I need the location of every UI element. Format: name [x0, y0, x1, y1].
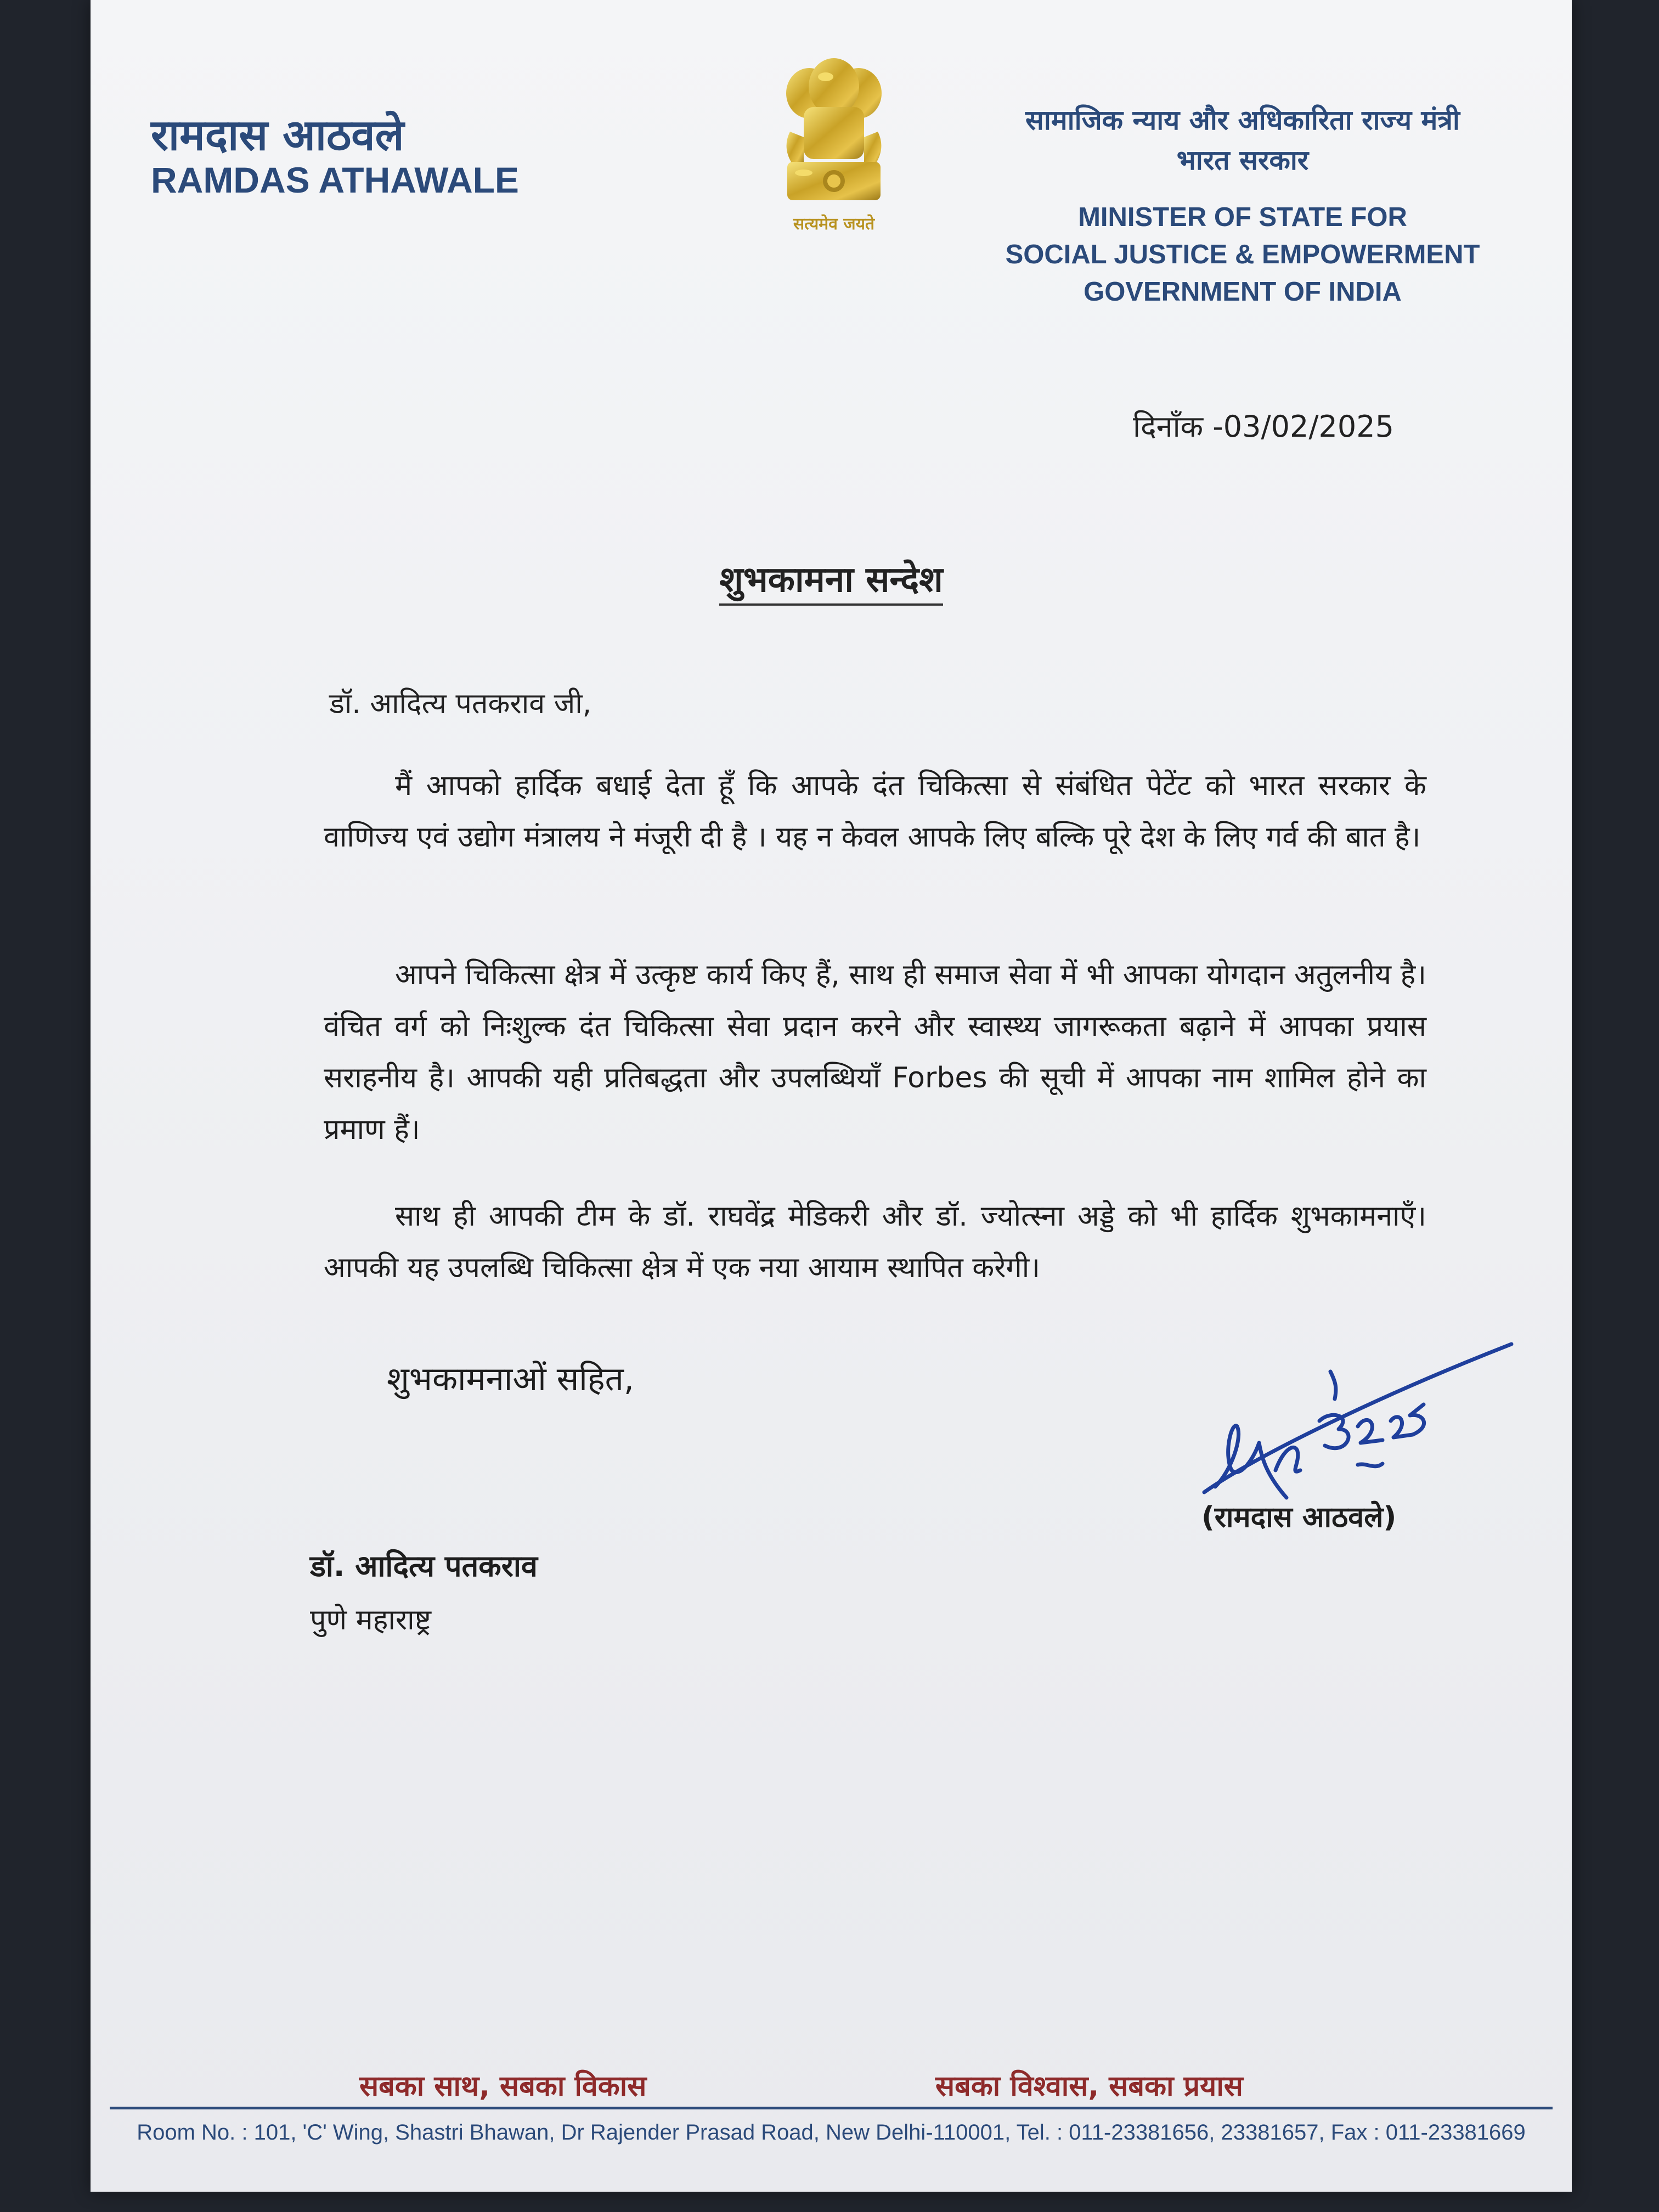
sender-name-hindi: रामदास आठवले: [151, 111, 404, 160]
signature-annotation: 3.2.25: [96, 232, 114, 238]
designation-english-line2: SOCIAL JUSTICE & EMPOWERMENT: [1005, 240, 1480, 269]
letter-page: [91, 0, 1572, 2192]
designation-english-line1: MINISTER OF STATE FOR: [1078, 202, 1407, 232]
letter-subject: [91, 554, 1572, 602]
footer-slogan-left: सबका साथ, सबका विकास: [359, 2070, 647, 2103]
designation-english-line3: GOVERNMENT OF INDIA: [1084, 277, 1402, 307]
recipient-place: पुणे महाराष्ट्र: [310, 1604, 431, 1637]
sender-name-english: RAMDAS ATHAWALE: [151, 160, 519, 200]
footer-slogan-right: सबका विश्वास, सबका प्रयास: [935, 2070, 1243, 2103]
designation-hindi-line1: सामाजिक न्याय और अधिकारिता राज्य मंत्री: [1025, 104, 1460, 136]
body-paragraph: आपने चिकित्सा क्षेत्र में उत्कृष्ट कार्य किए हैं, साथ ही समाज सेवा में भी आपका योगदान अतुलनीय है। वंचित वर्ग को निःशुल्क दंत चिकित्सा सेवा प्रदान करने और स्वास्थ्य जागरूकता बढ़ाने में आपका प्रयास सराहनीय है। आपकी यही प्रतिबद्धता और उपलब्धियाँ Forbes की सूची में आपका नाम शामिल होने का प्रमाण हैं।: [324, 958, 1426, 1146]
footer-divider: [110, 2107, 1553, 2109]
letter-subject-text: शुभकामना सन्देश: [719, 560, 943, 606]
body-paragraph: मैं आपको हार्दिक बधाई देता हूँ कि आपके दंत चिकित्सा से संबंधित पेटेंट को भारत सरकार के वाणिज्य एवं उद्योग मंत्रालय ने मंजूरी दी है । यह न केवल आपके लिए बल्कि पूरे देश के लिए गर्व की बात है।: [324, 769, 1426, 854]
emblem-motto: सत्यमेव जयते: [793, 215, 875, 234]
footer-address: Room No. : 101, 'C' Wing, Shastri Bhawan, Dr Rajender Prasad Road, New Delhi-110001, Tel. : 011-23381656, 23381657, Fax : 011-23381669: [137, 2120, 1526, 2145]
salutation: डॉ. आदित्य पतकराव जी,: [329, 687, 592, 720]
recipient-name: डॉ. आदित्य पतकराव: [310, 1549, 538, 1583]
signatory-name: (रामदास आठवले): [1201, 1501, 1397, 1534]
letter-date: दिनाँक -03/02/2025: [1133, 409, 1394, 444]
closing-line: शुभकामनाओं सहित,: [387, 1360, 634, 1398]
designation-hindi-line2: भारत सरकार: [1176, 144, 1309, 176]
national-emblem-icon: [771, 55, 897, 247]
body-paragraph: साथ ही आपकी टीम के डॉ. राघवेंद्र मेडिकरी और डॉ. ज्योत्स्ना अड्डे को भी हार्दिक शुभकामनाएँ। आपकी यह उपलब्धि चिकित्सा क्षेत्र में एक नया आयाम स्थापित करेगी।: [324, 1200, 1426, 1284]
